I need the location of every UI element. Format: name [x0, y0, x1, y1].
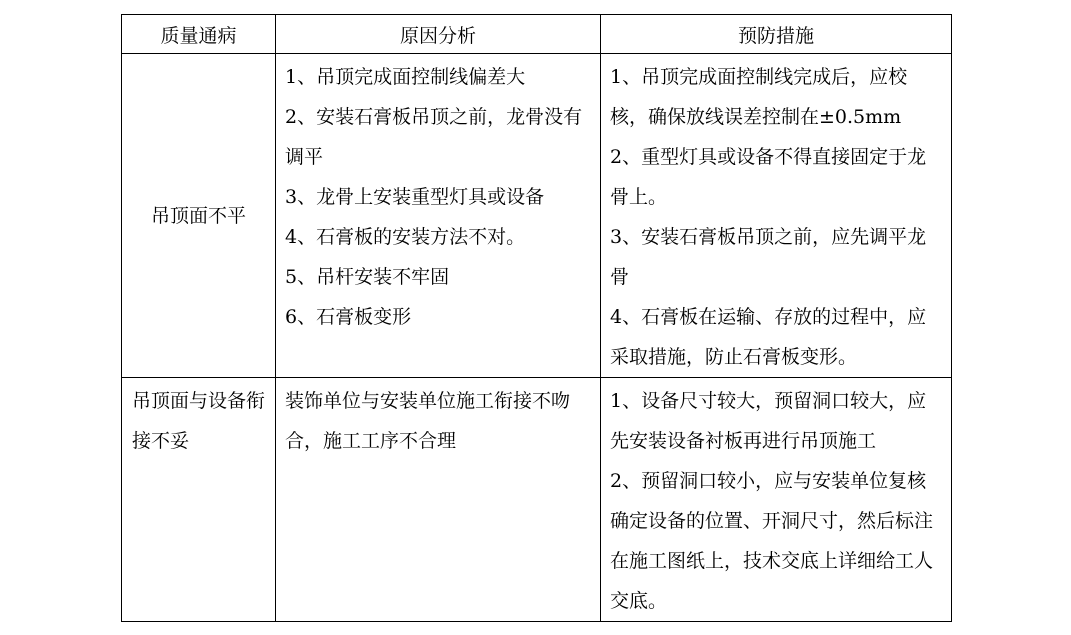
cause-item: 装饰单位与安装单位施工衔接不吻合，施工工序不合理 [285, 390, 571, 452]
measures-cell [601, 54, 952, 378]
measure-item: 2、预留洞口较小，应与安装单位复核确定设备的位置、开洞尺寸，然后标注在施工图纸上，技术交底上详细给工人交底。 [610, 470, 934, 612]
cause-item: 4、石膏板的安装方法不对。 [285, 226, 526, 248]
cause-item: 6、石膏板变形 [285, 306, 412, 328]
measure-item: 1、设备尺寸较大，预留洞口较大，应先安装设备衬板再进行吊顶施工 [610, 390, 927, 452]
header-prevention-measures: 预防措施 [601, 15, 952, 54]
quality-defects-table [121, 14, 952, 622]
table-row [122, 54, 952, 378]
header-quality-defect: 质量通病 [122, 15, 276, 54]
header-cause-analysis: 原因分析 [276, 15, 601, 54]
measure-item: 3、安装石膏板吊顶之前，应先调平龙骨 [610, 226, 927, 288]
cause-item: 3、龙骨上安装重型灯具或设备 [285, 186, 545, 208]
cause-item: 5、吊杆安装不牢固 [285, 266, 450, 288]
header-row [122, 15, 952, 54]
measure-item: 4、石膏板在运输、存放的过程中，应采取措施，防止石膏板变形。 [610, 306, 927, 368]
measure-item: 1、吊顶完成面控制线完成后，应校核，确保放线误差控制在±0.5mm [610, 66, 908, 128]
cause-item: 1、吊顶完成面控制线偏差大 [285, 66, 526, 88]
causes-cell [276, 378, 601, 622]
defect-cell: 吊顶面与设备衔接不妥 [122, 378, 276, 622]
cause-item: 2、安装石膏板吊顶之前，龙骨没有调平 [285, 106, 583, 168]
defect-cell: 吊顶面不平 [122, 54, 276, 378]
measures-cell [601, 378, 952, 622]
causes-cell [276, 54, 601, 378]
table-row [122, 378, 952, 622]
measure-item: 2、重型灯具或设备不得直接固定于龙骨上。 [610, 146, 927, 208]
